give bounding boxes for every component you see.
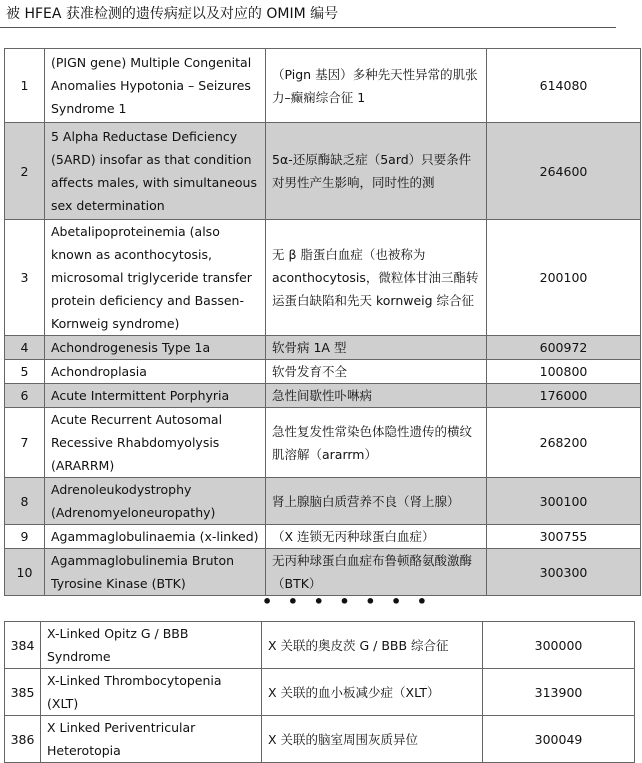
table-row <box>5 220 641 336</box>
row-number: 8 <box>5 478 45 525</box>
row-number: 10 <box>5 549 45 596</box>
condition-chinese: 急性复发性常染色体隐性遗传的横纹肌溶解（ararrm） <box>266 408 487 478</box>
title-divider <box>0 27 616 28</box>
row-number: 384 <box>5 622 41 669</box>
omim-number: 614080 <box>487 49 641 123</box>
omim-number: 300755 <box>487 525 641 549</box>
omim-number: 300100 <box>487 478 641 525</box>
condition-english: Adrenoleukodystrophy (Adrenomyeloneuropathy) <box>45 478 266 525</box>
condition-english: X Linked Periventricular Heterotopia <box>41 716 262 763</box>
omim-number: 200100 <box>487 220 641 336</box>
condition-english: Acute Recurrent Autosomal Recessive Rhabdomyolysis (ARARRM) <box>45 408 266 478</box>
row-number: 1 <box>5 49 45 123</box>
condition-chinese: 肾上腺脑白质营养不良（肾上腺） <box>266 478 487 525</box>
condition-chinese: 无丙种球蛋白血症布鲁顿酪氨酸激酶（BTK） <box>266 549 487 596</box>
document-title: 被 HFEA 获准检测的遗传病症以及对应的 OMIM 编号 <box>6 6 339 22</box>
row-number: 7 <box>5 408 45 478</box>
table-row <box>5 123 641 220</box>
table-row <box>5 549 641 596</box>
condition-chinese: X 关联的奥皮茨 G / BBB 综合征 <box>262 622 483 669</box>
condition-english: Abetalipoproteinemia (also known as aconthocytosis, microsomal triglyceride transfer protein deficiency and Bassen-Kornweig syndrome) <box>45 220 266 336</box>
row-number: 9 <box>5 525 45 549</box>
condition-chinese: 急性间歇性卟啉病 <box>266 384 487 408</box>
condition-english: X-Linked Opitz G / BBB Syndrome <box>41 622 262 669</box>
table-row <box>5 669 635 716</box>
omim-number: 600972 <box>487 336 641 360</box>
table-row <box>5 478 641 525</box>
table-row <box>5 384 641 408</box>
omim-number: 313900 <box>483 669 635 716</box>
condition-english: (PIGN gene) Multiple Congenital Anomalies Hypotonia – Seizures Syndrome 1 <box>45 49 266 123</box>
table-row <box>5 716 635 763</box>
table-row <box>5 408 641 478</box>
condition-chinese: 软骨发育不全 <box>266 360 487 384</box>
condition-chinese: 软骨病 1A 型 <box>266 336 487 360</box>
row-number: 385 <box>5 669 41 716</box>
table-row <box>5 360 641 384</box>
omim-number: 264600 <box>487 123 641 220</box>
disease-table <box>4 48 641 596</box>
condition-english: X-Linked Thrombocytopenia (XLT) <box>41 669 262 716</box>
condition-chinese: X 关联的血小板减少症（XLT） <box>262 669 483 716</box>
row-number: 2 <box>5 123 45 220</box>
omim-number: 100800 <box>487 360 641 384</box>
omim-number: 176000 <box>487 384 641 408</box>
row-number: 4 <box>5 336 45 360</box>
condition-chinese: （Pign 基因）多种先天性异常的肌张力–癫痫综合征 1 <box>266 49 487 123</box>
condition-chinese: X 关联的脑室周围灰质异位 <box>262 716 483 763</box>
condition-chinese: 5α-还原酶缺乏症（5ard）只要条件对男性产生影响，同时性的测 <box>266 123 487 220</box>
table-row <box>5 49 641 123</box>
omim-number: 300300 <box>487 549 641 596</box>
row-number: 386 <box>5 716 41 763</box>
table-row <box>5 336 641 360</box>
row-number: 3 <box>5 220 45 336</box>
omim-number: 268200 <box>487 408 641 478</box>
omim-number: 300000 <box>483 622 635 669</box>
condition-english: Achondroplasia <box>45 360 266 384</box>
row-number: 5 <box>5 360 45 384</box>
condition-chinese: （X 连锁无丙种球蛋白血症） <box>266 525 487 549</box>
condition-english: Acute Intermittent Porphyria <box>45 384 266 408</box>
table-row <box>5 622 635 669</box>
omim-number: 300049 <box>483 716 635 763</box>
condition-english: 5 Alpha Reductase Deficiency (5ARD) insofar as that condition affects males, with simultaneous sex determination <box>45 123 266 220</box>
row-number: 6 <box>5 384 45 408</box>
condition-chinese: 无 β 脂蛋白血症（也被称为 aconthocytosis，微粒体甘油三酯转运蛋白缺陷和先天 kornweig 综合征 <box>266 220 487 336</box>
condition-english: Agammaglobulinaemia (x-linked) <box>45 525 266 549</box>
continuation-ellipsis: • • • • • • • <box>262 592 433 611</box>
condition-english: Achondrogenesis Type 1a <box>45 336 266 360</box>
table-row <box>5 525 641 549</box>
condition-english: Agammaglobulinemia Bruton Tyrosine Kinase (BTK) <box>45 549 266 596</box>
disease-table-continued <box>4 621 635 763</box>
